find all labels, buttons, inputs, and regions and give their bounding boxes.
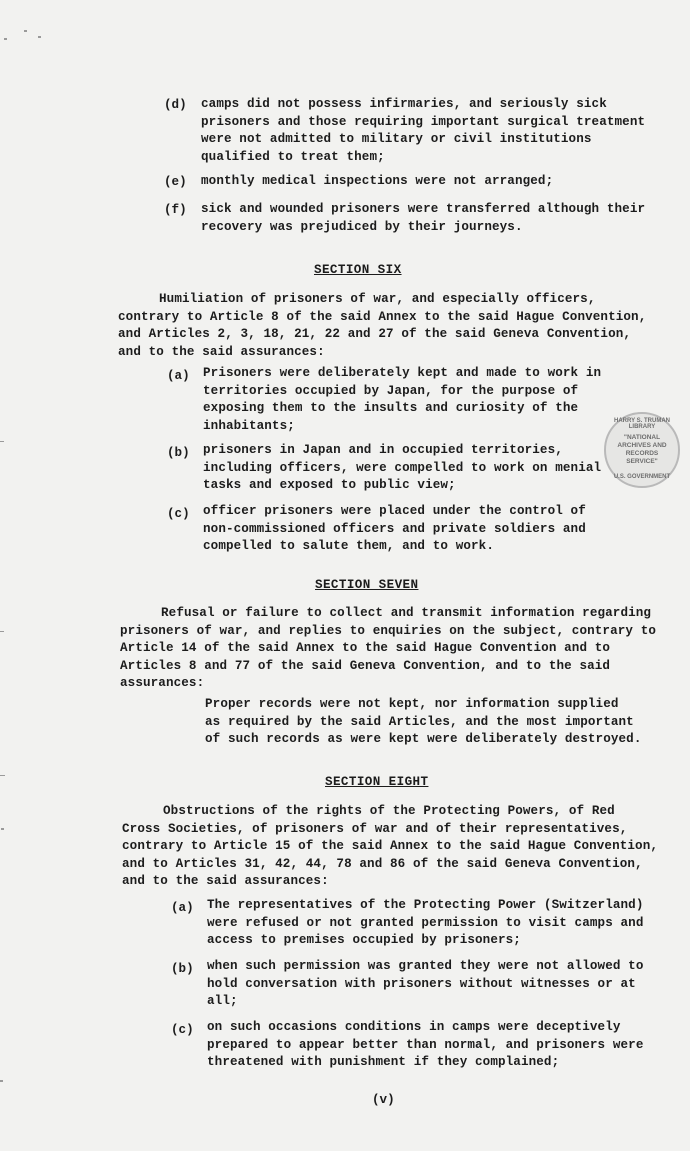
- item-f-text: [201, 201, 645, 236]
- body-line: Proper records were not kept, nor information supplied: [205, 697, 619, 711]
- stamp-line: SERVICE": [626, 458, 658, 465]
- intro-line: contrary to Article 15 of the said Annex to the said Hague Convention,: [122, 839, 659, 853]
- scan-speck: [24, 30, 27, 32]
- stamp-line: "NATIONAL: [623, 434, 661, 441]
- six-item-b-line: tasks and exposed to public view;: [203, 478, 456, 492]
- eight-item-a-label: (a): [171, 901, 194, 915]
- six-item-c-line: compelled to salute them, and to work.: [203, 539, 494, 553]
- six-item-b-line: including officers, were compelled to work on menial: [203, 460, 602, 475]
- eight-item-a-text: [207, 897, 643, 950]
- eight-item-b-line: when such permission was granted they were not allowed to: [207, 959, 644, 973]
- scan-speck: [1, 828, 4, 830]
- eight-item-a-line: The representatives of the Protecting Power (Switzerland): [207, 898, 644, 912]
- item-d-text: [201, 96, 645, 166]
- eight-item-a-line: were refused or not granted permission to visit camps and: [207, 915, 644, 930]
- scan-speck: [38, 36, 41, 38]
- eight-item-c-line: prepared to appear better than normal, and prisoners were: [207, 1037, 644, 1052]
- stamp-bottom-text: U.S. GOVERNMENT: [613, 474, 671, 480]
- eight-item-c-line: on such occasions conditions in camps were deceptively: [207, 1020, 621, 1034]
- item-d-line: camps did not possess infirmaries, and seriously sick: [201, 97, 607, 111]
- six-item-a-line: Prisoners were deliberately kept and made to work in: [203, 366, 602, 380]
- six-item-c-text: [203, 503, 586, 556]
- item-f-line: recovery was prejudiced by their journeys.: [201, 219, 523, 234]
- stamp-top-text: HARRY S. TRUMAN LIBRARY: [613, 418, 670, 430]
- intro-line: Obstructions of the rights of the Protecting Powers, of Red: [163, 804, 615, 818]
- page-number: (v): [372, 1093, 395, 1107]
- eight-item-c-label: (c): [171, 1023, 194, 1037]
- body-line: of such records as were kept were deliberately destroyed.: [205, 732, 642, 746]
- intro-line: contrary to Article 8 of the said Annex to the said Hague Convention,: [118, 309, 647, 324]
- intro-line: and to the said assurances:: [122, 874, 329, 888]
- intro-line: prisoners of war, and replies to enquiries on the subject, contrary to: [120, 623, 657, 638]
- item-f-label: (f): [164, 203, 187, 217]
- six-item-a-line: exposing them to the insults and curiosity of the: [203, 401, 579, 415]
- eight-item-c-line: threatened with punishment if they complained;: [207, 1055, 560, 1069]
- six-item-b-text: [203, 442, 601, 495]
- section-seven-body: [205, 696, 641, 749]
- section-six-heading: SECTION SIX: [314, 263, 402, 277]
- eight-item-b-line: hold conversation with prisoners without witnesses or at: [207, 976, 636, 991]
- intro-line: and Articles 2, 3, 18, 21, 22 and 27 of the said Geneva Convention,: [118, 327, 632, 341]
- item-e-line: monthly medical inspections were not arranged;: [201, 174, 554, 188]
- item-d-line: qualified to treat them;: [201, 149, 385, 164]
- section-eight-heading: SECTION EIGHT: [325, 775, 429, 789]
- stamp-line: RECORDS: [625, 450, 659, 457]
- item-d-line: were not admitted to military or civil institutions: [201, 132, 592, 146]
- intro-line: Humiliation of prisoners of war, and especially officers,: [159, 292, 596, 306]
- eight-item-b-label: (b): [171, 962, 194, 976]
- intro-line: and to the said assurances:: [118, 344, 325, 359]
- item-d-label: (d): [164, 98, 187, 112]
- intro-line: Refusal or failure to collect and transmit information regarding: [161, 606, 652, 620]
- section-seven-heading: SECTION SEVEN: [315, 578, 419, 592]
- item-e-label: (e): [164, 175, 187, 189]
- six-item-b-line: prisoners in Japan and in occupied territories,: [203, 443, 563, 457]
- scan-speck: [0, 441, 4, 442]
- intro-line: Cross Societies, of prisoners of war and of their representatives,: [122, 821, 628, 836]
- archive-stamp: [604, 412, 680, 488]
- scan-speck: [0, 631, 4, 632]
- six-item-a-line: inhabitants;: [203, 418, 295, 433]
- six-item-b-label: (b): [167, 446, 190, 460]
- scan-speck: [0, 775, 5, 776]
- six-item-a-label: (a): [167, 369, 190, 383]
- intro-line: Article 14 of the said Annex to the said Hague Convention and to: [120, 641, 611, 655]
- section-eight-intro: [122, 803, 658, 891]
- six-item-a-line: territories occupied by Japan, for the purpose of: [203, 383, 579, 398]
- stamp-middle-text: [612, 434, 672, 466]
- eight-item-a-line: access to premises occupied by prisoners;: [207, 933, 521, 947]
- section-six-intro: [118, 291, 646, 361]
- intro-line: assurances:: [120, 676, 205, 690]
- six-item-a-text: [203, 365, 601, 435]
- item-f-line: sick and wounded prisoners were transferred although their: [201, 202, 646, 216]
- scan-speck: [4, 38, 7, 40]
- six-item-c-line: officer prisoners were placed under the control of: [203, 504, 586, 518]
- eight-item-c-text: [207, 1019, 643, 1072]
- body-line: as required by the said Articles, and the most important: [205, 714, 634, 729]
- stamp-line: ARCHIVES AND: [617, 442, 667, 449]
- item-e-text: [201, 173, 553, 191]
- eight-item-b-line: all;: [207, 994, 238, 1008]
- intro-line: and to Articles 31, 42, 44, 78 and 86 of the said Geneva Convention,: [122, 856, 643, 871]
- six-item-c-line: non-commissioned officers and private soldiers and: [203, 521, 586, 536]
- six-item-c-label: (c): [167, 507, 190, 521]
- item-d-line: prisoners and those requiring important surgical treatment: [201, 114, 646, 129]
- scan-speck: [0, 1080, 3, 1082]
- eight-item-b-text: [207, 958, 643, 1011]
- section-seven-intro: [120, 605, 656, 693]
- intro-line: Articles 8 and 77 of the said Geneva Convention, and to the said: [120, 658, 611, 673]
